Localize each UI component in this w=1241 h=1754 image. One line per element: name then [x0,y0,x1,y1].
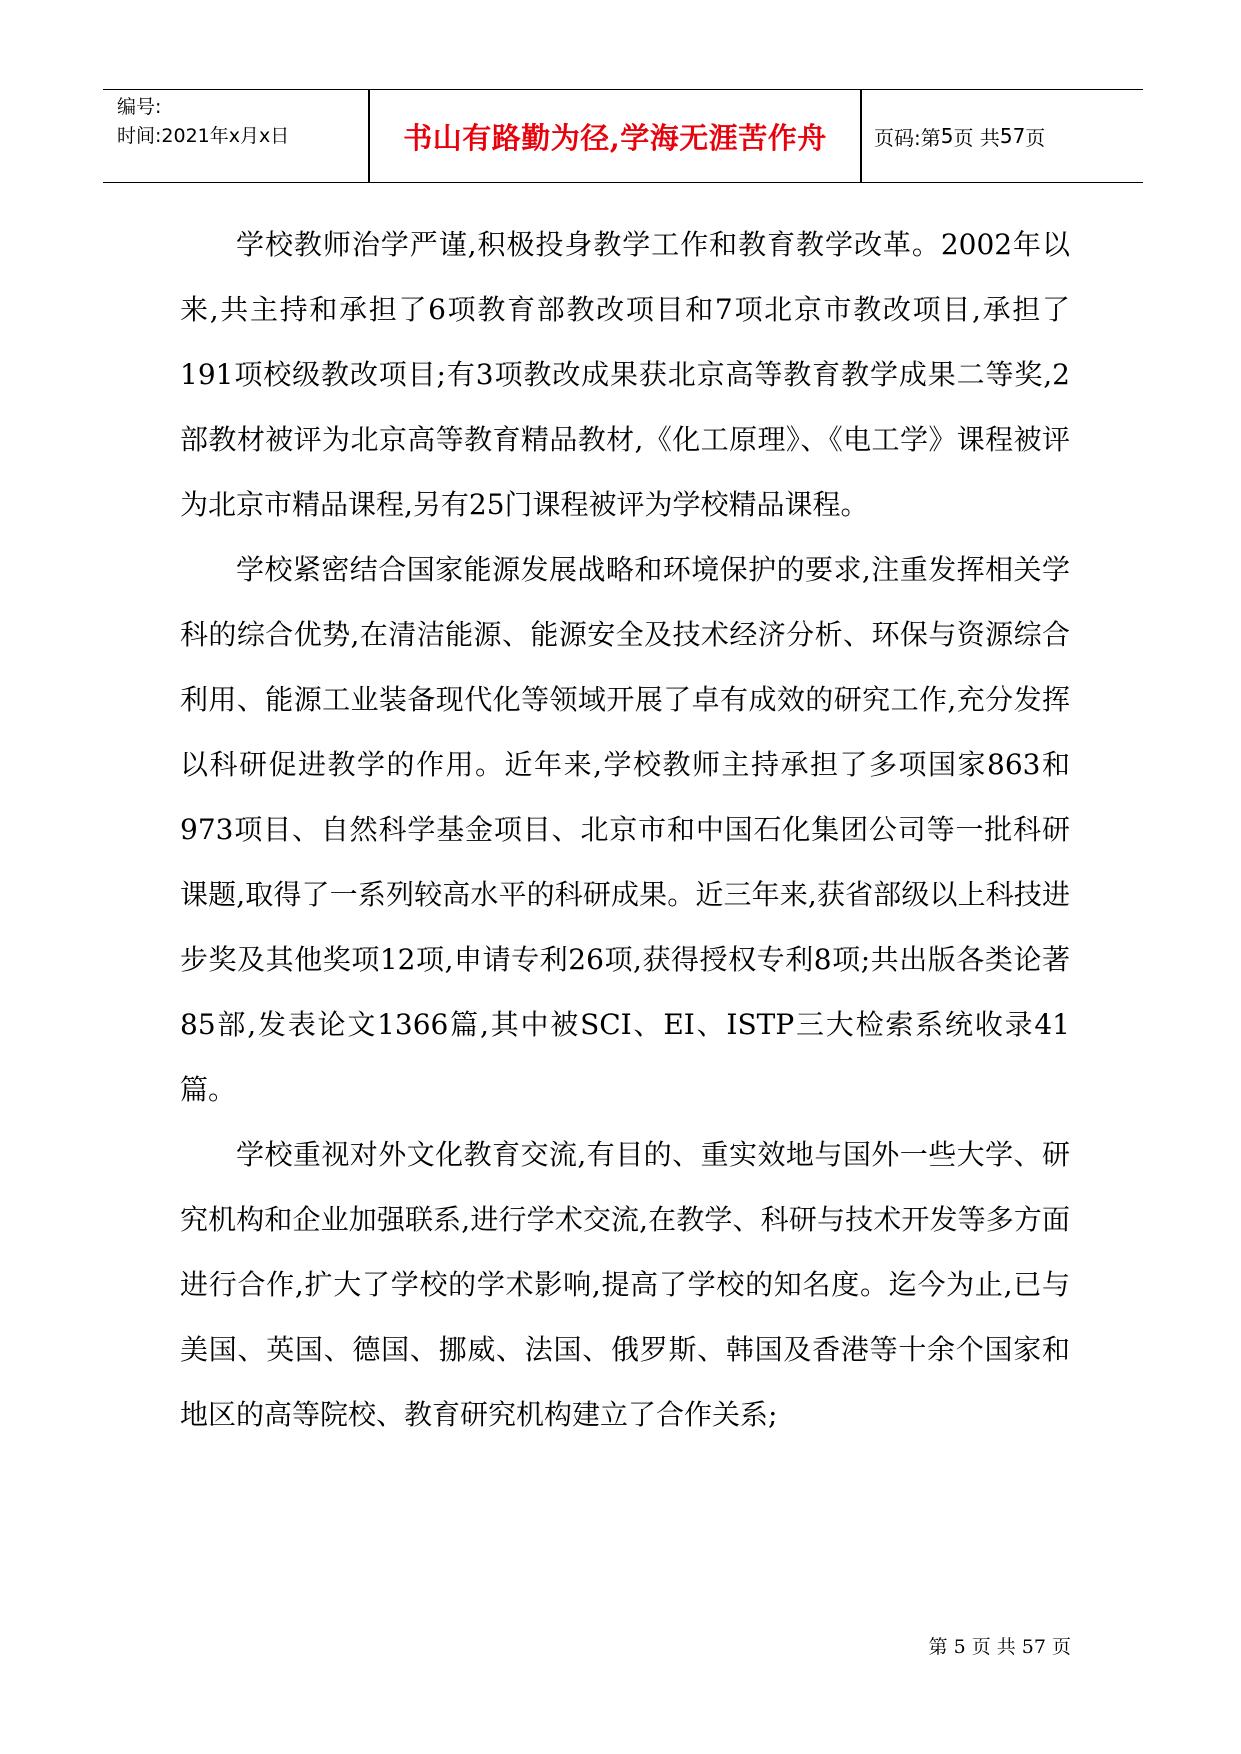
page-footer: 第 5 页 共 57 页 [928,1636,1071,1658]
header-page-suffix: 页 [1025,125,1046,150]
document-time-label: 时间:2021年x月x日 [117,125,290,147]
document-number-label: 编号: [117,96,162,118]
header-page-total: 57 [999,124,1026,148]
page-header [103,89,1143,183]
paragraph-research: 学校紧密结合国家能源发展战略和环境保护的要求,注重发挥相关学科的综合优势,在清洁能源、能源安全及技术经济分析、环保与资源综合利用、能源工业装备现代化等领域开展了卓有成效的研究工作,充分发挥以科研促进教学的作用。近年来,学校教师主持承担了多项国家863和973项目、自然科学基金项目、北京市和中国石化集团公司等一批科研课题,取得了一系列较高水平的科研成果。近三年来,获省部级以上科技进步奖及其他奖项12项,申请专利26项,获得授权专利8项;共出版各类论著85部,发表论文1366篇,其中被SCI、EI、ISTP三大检索系统收录41篇。 [180,553,1070,1106]
header-motto: 书山有路勤为径,学海无涯苦作舟 [403,120,827,155]
header-page-current: 5 [940,124,954,148]
header-page-prefix: 页码:第 [874,125,941,150]
document-body [180,212,1070,1447]
header-meta [117,93,367,151]
header-divider-right [860,90,862,182]
paragraph-teaching-reform: 学校教师治学严谨,积极投身教学工作和教育教学改革。2002年以来,共主持和承担了6项教育部教改项目和7项北京市教改项目,承担了191项校级教改项目;有3项教改成果获北京高等教育教学成果二等奖,2部教材被评为北京高等教育精品教材,《化工原理》、《电工学》课程被评为北京市精品课程,另有25门课程被评为学校精品课程。 [180,228,1070,521]
header-page-indicator [874,90,1045,182]
header-page-mid: 页 共 [953,125,1000,150]
paragraph-exchange: 学校重视对外文化教育交流,有目的、重实效地与国外一些大学、研究机构和企业加强联系,进行学术交流,在教学、科研与技术开发等多方面进行合作,扩大了学校的学术影响,提高了学校的知名度。迄今为止,已与美国、英国、德国、挪威、法国、俄罗斯、韩国及香港等十余个国家和地区的高等院校、教育研究机构建立了合作关系; [180,1138,1070,1431]
